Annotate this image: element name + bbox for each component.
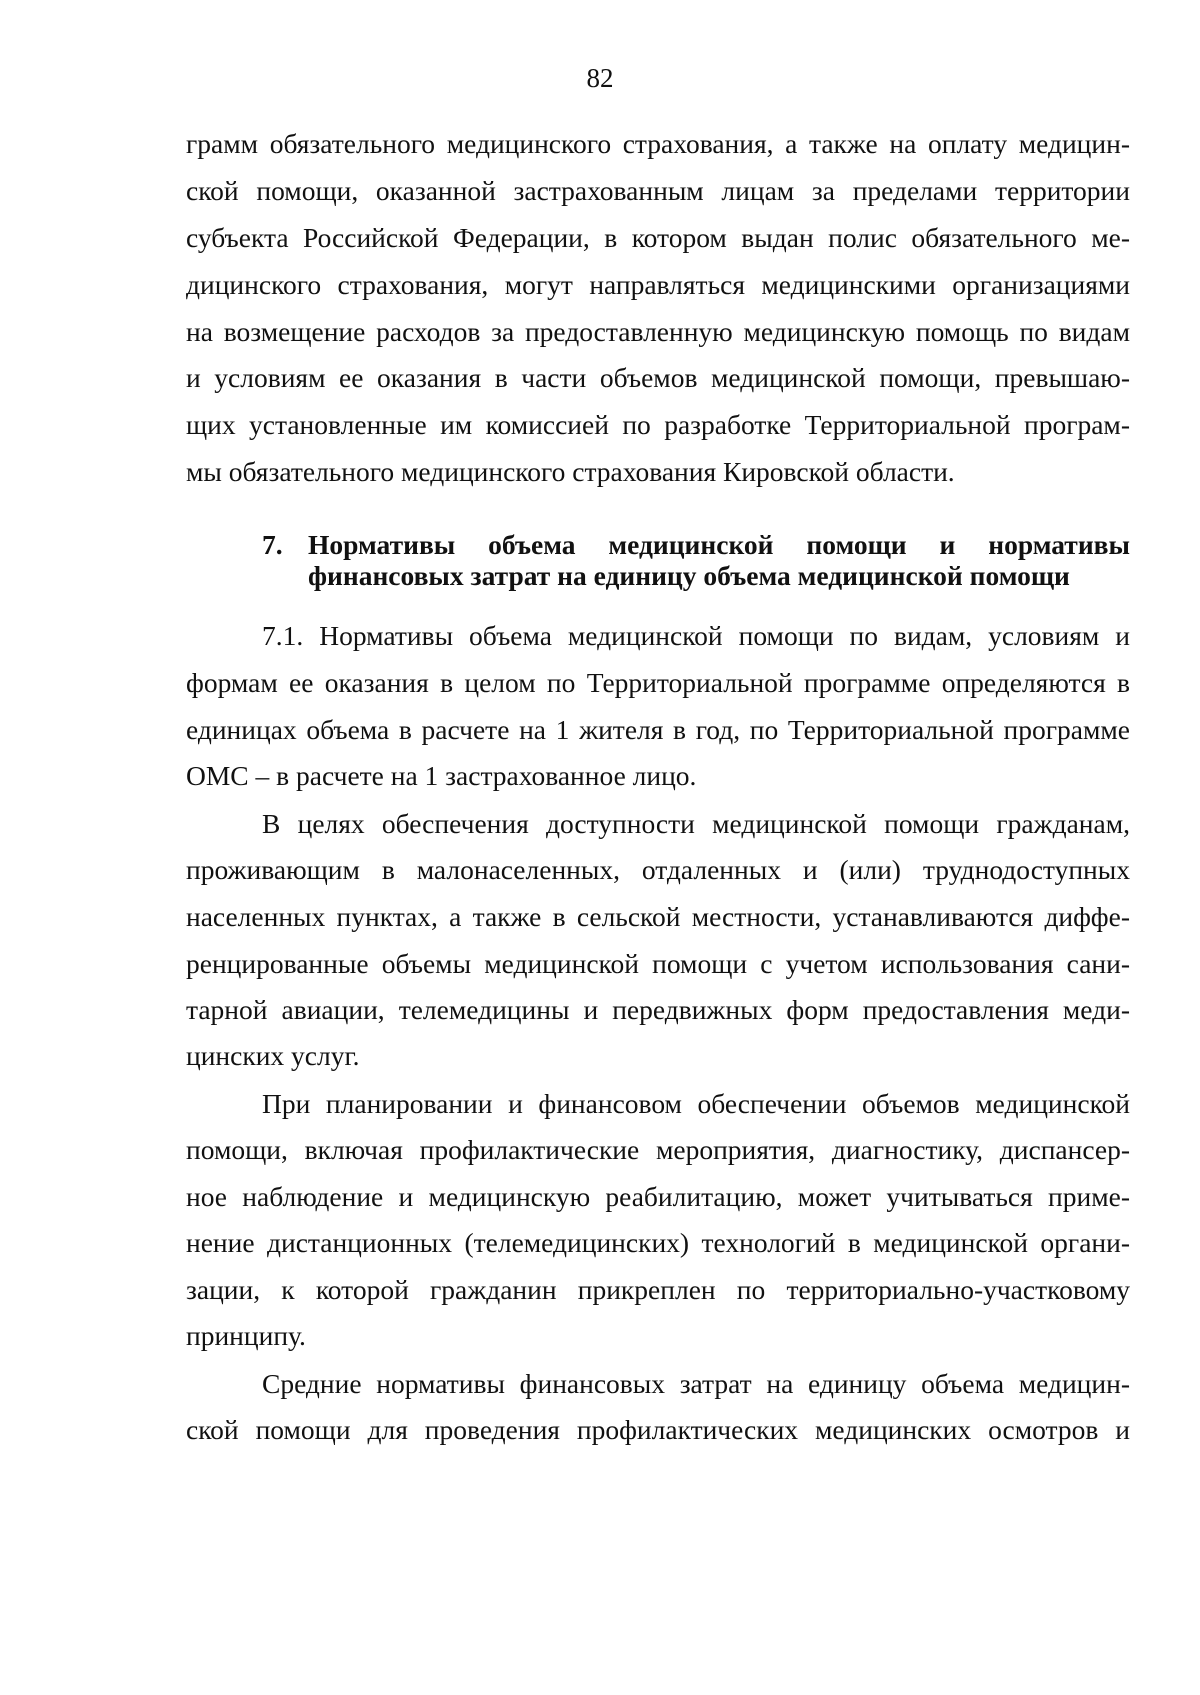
- text-line: дицинского страхования, могут направляться медицинскими организациями: [186, 269, 1130, 300]
- text-line: цинских услуг.: [186, 1040, 360, 1071]
- text-line: на возмещение расходов за предоставленную медицинскую помощь по видам: [186, 316, 1130, 347]
- text-line: При планировании и финансовом обеспечении объемов медицинской: [262, 1088, 1130, 1119]
- text-line: Средние нормативы финансовых затрат на единицу объема медицин-: [262, 1368, 1130, 1399]
- text-line: 7.1. Нормативы объема медицинской помощи по видам, условиям и: [262, 620, 1130, 651]
- text-line: ренцированные объемы медицинской помощи с учетом использования сани-: [186, 948, 1130, 979]
- text-line: мы обязательного медицинского страхования Кировской области.: [186, 456, 955, 487]
- text-line: единицах объема в расчете на 1 жителя в год, по Территориальной программе: [186, 714, 1130, 745]
- text-line: ОМС – в расчете на 1 застрахованное лицо.: [186, 760, 697, 791]
- text-line: субъекта Российской Федерации, в котором выдан полис обязательного ме-: [186, 222, 1130, 253]
- section-title-line: финансовых затрат на единицу объема медицинской помощи: [308, 560, 1070, 591]
- text-line: ской помощи для проведения профилактических медицинских осмотров и: [186, 1414, 1130, 1445]
- text-line: щих установленные им комиссией по разработке Территориальной програм-: [186, 409, 1130, 440]
- section-number: 7.: [262, 529, 283, 560]
- text-line: принципу.: [186, 1320, 306, 1351]
- text-line: тарной авиации, телемедицины и передвижных форм предоставления меди-: [186, 994, 1130, 1025]
- text-line: проживающим в малонаселенных, отдаленных и (или) труднодоступных: [186, 854, 1130, 885]
- text-line: В целях обеспечения доступности медицинской помощи гражданам,: [262, 808, 1130, 839]
- text-line: формам ее оказания в целом по Территориальной программе определяются в: [186, 667, 1130, 698]
- text-line: и условиям ее оказания в части объемов медицинской помощи, превышаю-: [186, 362, 1130, 393]
- text-line: зации, к которой гражданин прикреплен по территориально-участковому: [186, 1274, 1130, 1305]
- section-title-line: Нормативы объема медицинской помощи и нормативы: [308, 529, 1130, 560]
- text-line: грамм обязательного медицинского страхования, а также на оплату медицин-: [186, 128, 1130, 159]
- page-number: 82: [586, 63, 614, 93]
- text-line: ное наблюдение и медицинскую реабилитацию, может учитываться приме-: [186, 1181, 1130, 1212]
- text-line: населенных пунктах, а также в сельской местности, устанавливаются диффе-: [186, 901, 1130, 932]
- text-line: нение дистанционных (телемедицинских) технологий в медицинской органи-: [186, 1227, 1130, 1258]
- text-line: ской помощи, оказанной застрахованным лицам за пределами территории: [186, 175, 1130, 206]
- text-line: помощи, включая профилактические мероприятия, диагностику, диспансер-: [186, 1134, 1130, 1165]
